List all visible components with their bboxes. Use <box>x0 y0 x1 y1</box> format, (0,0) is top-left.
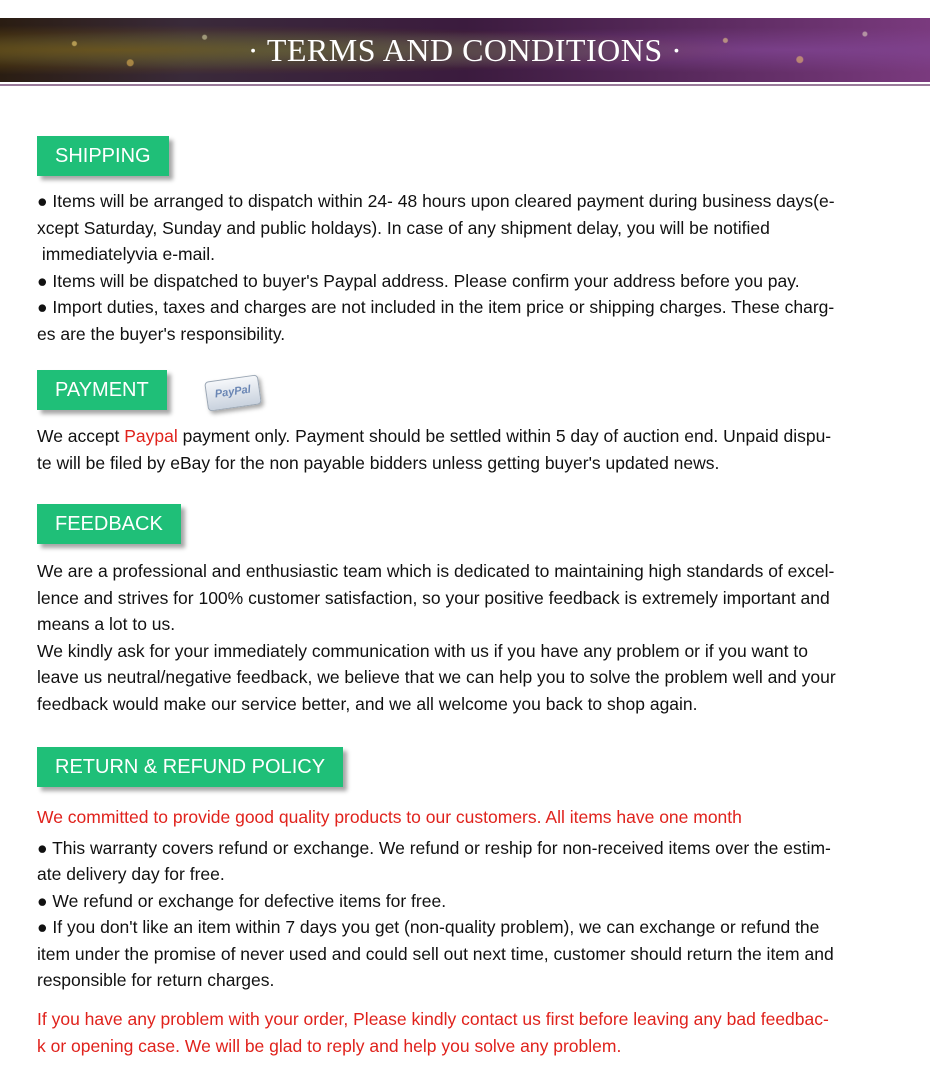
closing-line: k or opening case. We will be glad to reply and help you solve any problem. <box>37 1035 622 1056</box>
payment-line <box>37 423 899 450</box>
refund-line: ● This warranty covers refund or exchange. We refund or reship for non-received items over the estim- <box>37 837 831 858</box>
shipping-line: ● Items will be dispatched to buyer's Paypal address. Please confirm your address before you pay. <box>37 270 800 291</box>
shipping-line: ● Items will be arranged to dispatch within 24- 48 hours upon cleared payment during business days(e- <box>37 191 835 211</box>
refund-closing <box>37 1006 899 1059</box>
payment-heading: PAYMENT <box>37 370 167 410</box>
paypal-highlight: Paypal <box>124 426 178 446</box>
payment-suffix: payment only. Payment should be settled within 5 day of auction end. Unpaid dispu- <box>177 426 832 446</box>
refund-intro: We committed to provide good quality products to our customers. All items have one month <box>37 807 742 827</box>
refund-line: responsible for return charges. <box>37 970 275 990</box>
refund-heading: RETURN & REFUND POLICY <box>37 747 343 787</box>
shipping-heading: SHIPPING <box>37 136 169 176</box>
shipping-line: ● Import duties, taxes and charges are not included in the item price or shipping charges. These charg- <box>37 297 835 317</box>
shipping-line: es are the buyer's responsibility. <box>37 323 286 344</box>
refund-line: ● We refund or exchange for defective items for free. <box>37 890 447 911</box>
feedback-heading: FEEDBACK <box>37 504 181 544</box>
refund-line: ● If you don't like an item within 7 days you get (non-quality problem), we can exchange or refund the <box>37 917 820 937</box>
refund-text <box>37 804 899 994</box>
banner-divider <box>0 84 930 86</box>
closing-line: If you have any problem with your order, Please kindly contact us first before leaving any bad feedbac- <box>37 1009 829 1029</box>
shipping-line: immediatelyvia e-mail. <box>37 244 215 264</box>
page-banner <box>0 18 930 82</box>
feedback-text <box>37 558 899 717</box>
feedback-line: We kindly ask for your immediately communication with us if you have any problem or if you want to <box>37 640 808 661</box>
shipping-line: xcept Saturday, Sunday and public holdays). In case of any shipment delay, you will be notified <box>37 217 770 238</box>
shipping-text <box>37 188 899 347</box>
feedback-line: means a lot to us. <box>37 614 176 634</box>
page-title: · TERMS AND CONDITIONS · <box>247 32 683 68</box>
feedback-line: leave us neutral/negative feedback, we believe that we can help you to solve the problem well and your <box>37 667 836 687</box>
feedback-line: lence and strives for 100% customer satisfaction, so your positive feedback is extremely important and <box>37 587 830 608</box>
feedback-line: We are a professional and enthusiastic team which is dedicated to maintaining high standards of excel- <box>37 561 835 581</box>
payment-text <box>37 423 899 476</box>
refund-line: item under the promise of never used and could sell out next time, customer should return the item and <box>37 943 834 964</box>
payment-line: te will be filed by eBay for the non payable bidders unless getting buyer's updated news. <box>37 452 720 473</box>
refund-line: ate delivery day for free. <box>37 864 225 884</box>
feedback-line: feedback would make our service better, and we all welcome you back to shop again. <box>37 693 698 714</box>
paypal-logo: PayPal <box>204 374 262 411</box>
payment-prefix: We accept <box>37 426 125 446</box>
